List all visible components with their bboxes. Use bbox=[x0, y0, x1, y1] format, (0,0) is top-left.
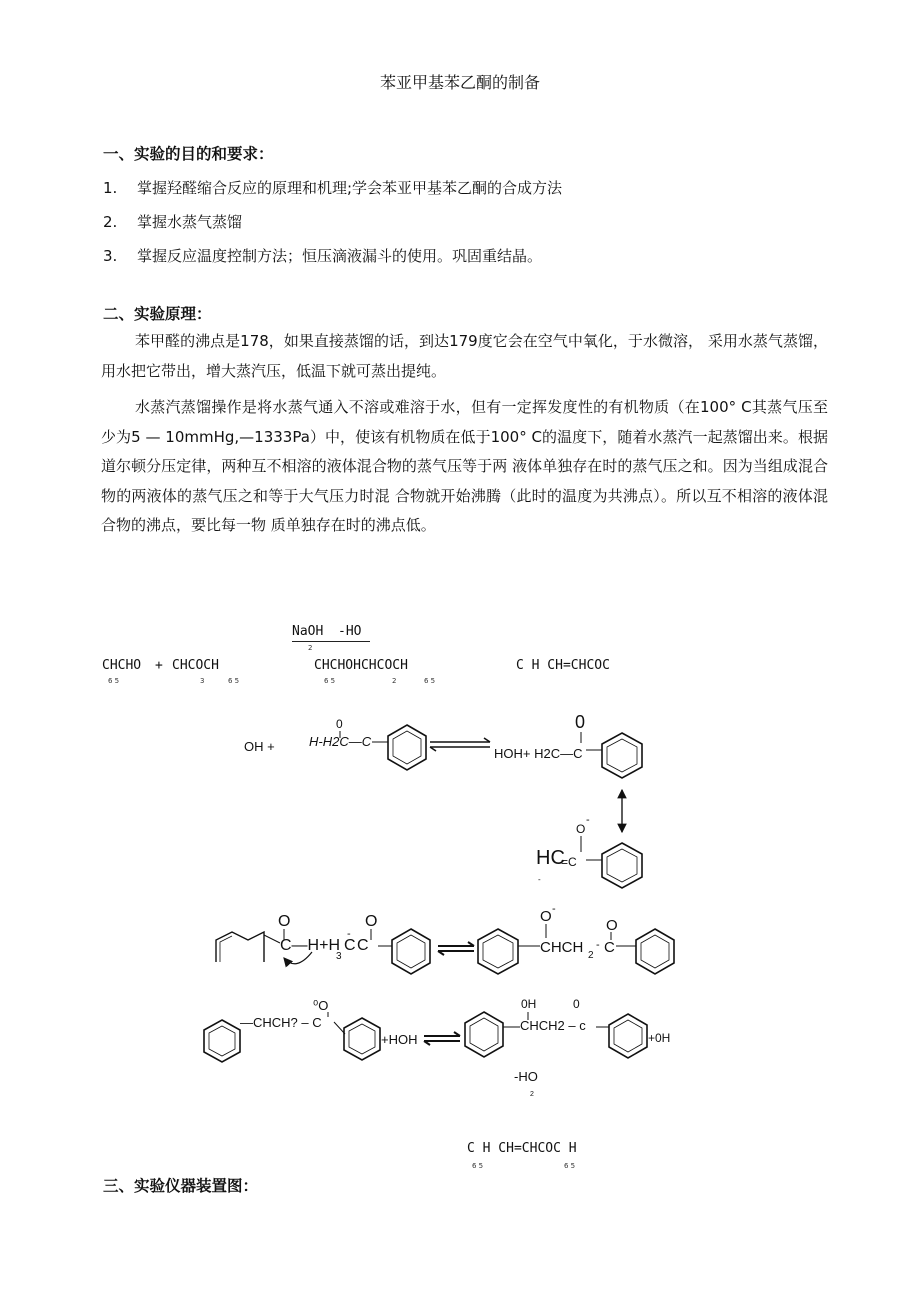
mech-minus-sign: - bbox=[538, 875, 541, 884]
mech-o-label: 0 bbox=[336, 717, 343, 731]
subscript: 6 5 bbox=[472, 1162, 484, 1170]
mech-plus-0h: +0H bbox=[648, 1031, 671, 1045]
benzene-ring-inner bbox=[397, 935, 425, 968]
product-chalcone: C H CH=CHCOC bbox=[516, 658, 610, 673]
partial-ring bbox=[216, 932, 264, 962]
mech-oo-label: ⁰O bbox=[313, 998, 329, 1013]
benzene-ring bbox=[602, 843, 642, 888]
final-product: C H CH=CHCOC H bbox=[467, 1141, 577, 1156]
benzene-ring-inner bbox=[470, 1018, 498, 1051]
mech-minus-sign: - bbox=[586, 814, 590, 826]
list-item-text: 掌握羟醛缩合反应的原理和机理;学会苯亚甲基苯乙酮的合成方法 bbox=[137, 179, 563, 197]
mech-minus-sign: - bbox=[596, 939, 600, 951]
mech-h-h2c-c: H-H2C—C bbox=[309, 734, 372, 749]
mech-o-label2: 0 bbox=[573, 997, 580, 1011]
mech-c-eq: =C bbox=[561, 855, 577, 869]
paragraph-steam-distillation-1: 苯甲醛的沸点是178，如果直接蒸馏的话，到达179度它会在空气中氧化，于水微溶， 采用水蒸气蒸馏，用水把它带出，增大蒸汽压，低温下就可蒸出提纯。 bbox=[101, 332, 828, 380]
plus-sign: + bbox=[155, 658, 163, 673]
list-item-number: 1. bbox=[103, 179, 118, 197]
list-item-text: 掌握反应温度控制方法；恒压滴液漏斗的使用。巩固重结晶。 bbox=[137, 247, 543, 265]
mech-hc: HC bbox=[536, 847, 565, 869]
mech-o: O bbox=[606, 917, 618, 934]
benzene-ring-inner bbox=[209, 1026, 235, 1056]
benzene-ring bbox=[465, 1012, 503, 1057]
mech-minus-sign: - bbox=[347, 928, 351, 940]
benzene-ring bbox=[602, 733, 642, 778]
mech-o: O bbox=[540, 908, 552, 925]
mech-o: O bbox=[365, 913, 378, 930]
benzene-ring-inner bbox=[483, 935, 513, 968]
mech-c-h-h3c: C—H+H bbox=[280, 937, 341, 954]
subscript: 6 5 bbox=[324, 677, 336, 685]
benzene-ring bbox=[392, 929, 430, 974]
benzene-ring bbox=[636, 929, 674, 974]
benzene-ring-inner bbox=[641, 935, 669, 968]
benzene-ring-inner bbox=[607, 739, 637, 772]
mech-sub3: 3 bbox=[336, 951, 342, 962]
mech-chch2: CHCH bbox=[540, 939, 584, 956]
mech-plus-hoh: +HOH bbox=[381, 1032, 418, 1047]
partial-ring-inner bbox=[220, 936, 232, 962]
subscript: 2 bbox=[308, 644, 313, 652]
list-item-text: 掌握水蒸气蒸馏 bbox=[137, 213, 243, 231]
mech-c: C bbox=[604, 939, 615, 956]
subscript: 6 5 bbox=[564, 1162, 576, 1170]
subscript: 6 5 bbox=[424, 677, 436, 685]
mech-sub2: 2 bbox=[530, 1091, 534, 1098]
mech-sub2: 2 bbox=[588, 950, 594, 961]
list-item-number: 2. bbox=[103, 213, 118, 231]
mech-o-minus: O bbox=[576, 822, 586, 836]
subscript: 6 5 bbox=[228, 677, 240, 685]
benzene-ring-inner bbox=[614, 1020, 642, 1052]
mech-oh-plus: OH + bbox=[244, 739, 275, 754]
mech-c: C bbox=[357, 937, 369, 954]
page-title: 苯亚甲基苯乙酮的制备 bbox=[379, 73, 540, 92]
benzene-ring-inner bbox=[349, 1024, 375, 1054]
benzene-ring bbox=[388, 725, 426, 770]
reactant-benzaldehyde: CHCHO bbox=[102, 658, 142, 673]
paragraph-steam-distillation-2: 水蒸汽蒸馏操作是将水蒸气通入不溶或难溶于水，但有一定挥发度性的有机物质（在100° C其蒸气压至少为5 — 10mmHg,—1333Pa）中，使该有机物质在低于100° C的温度下，随着水蒸汽一起蒸馏出来。根据道尔顿分压定律，两种互不相溶的液体混合物的蒸气压等于两 液体单独存在时的蒸气压之和。因为当组成混合物的两液体的蒸气压之和等于大气压力时混 合物就开始沸腾（此时的温度为共沸点）。所以互不相溶的液体混合物的沸点，要比每一物 质单独存在时的沸点低。 bbox=[101, 398, 828, 534]
mech-chch2-c: CHCH2 – c bbox=[520, 1018, 586, 1033]
mech-chch-q: —CHCH? – C bbox=[240, 1015, 322, 1030]
mech-o: O bbox=[278, 913, 291, 930]
mech-hoh-h2c-c: HOH+ H2C—C bbox=[494, 746, 583, 761]
reactant-acetophenone: CHCOCH bbox=[172, 658, 219, 673]
benzene-ring bbox=[478, 929, 518, 974]
benzene-ring bbox=[609, 1014, 647, 1058]
section-2-heading: 二、实验原理： bbox=[103, 305, 212, 323]
subscript: 6 5 bbox=[108, 677, 120, 685]
benzene-ring-inner bbox=[393, 731, 421, 764]
section-1-heading: 一、实验的目的和要求： bbox=[103, 145, 274, 163]
subscript: 3 bbox=[200, 677, 205, 685]
mech-minus-sign: - bbox=[552, 903, 556, 915]
mech-o-big: 0 bbox=[575, 712, 586, 732]
intermediate-aldol: CHCHOHCHCOCH bbox=[314, 658, 408, 673]
mech-minus-ho: -HO bbox=[514, 1069, 538, 1084]
subscript: 2 bbox=[392, 677, 397, 685]
mech-c-minus: C bbox=[344, 937, 356, 954]
reagent-naoh: NaOH bbox=[292, 624, 324, 639]
minus-water: -HO bbox=[338, 624, 362, 639]
bond bbox=[264, 935, 280, 943]
benzene-ring-inner bbox=[607, 849, 637, 882]
mech-oh-label: 0H bbox=[521, 997, 537, 1011]
list-item-number: 3. bbox=[103, 247, 118, 265]
section-3-heading: 三、实验仪器装置图： bbox=[103, 1177, 259, 1195]
